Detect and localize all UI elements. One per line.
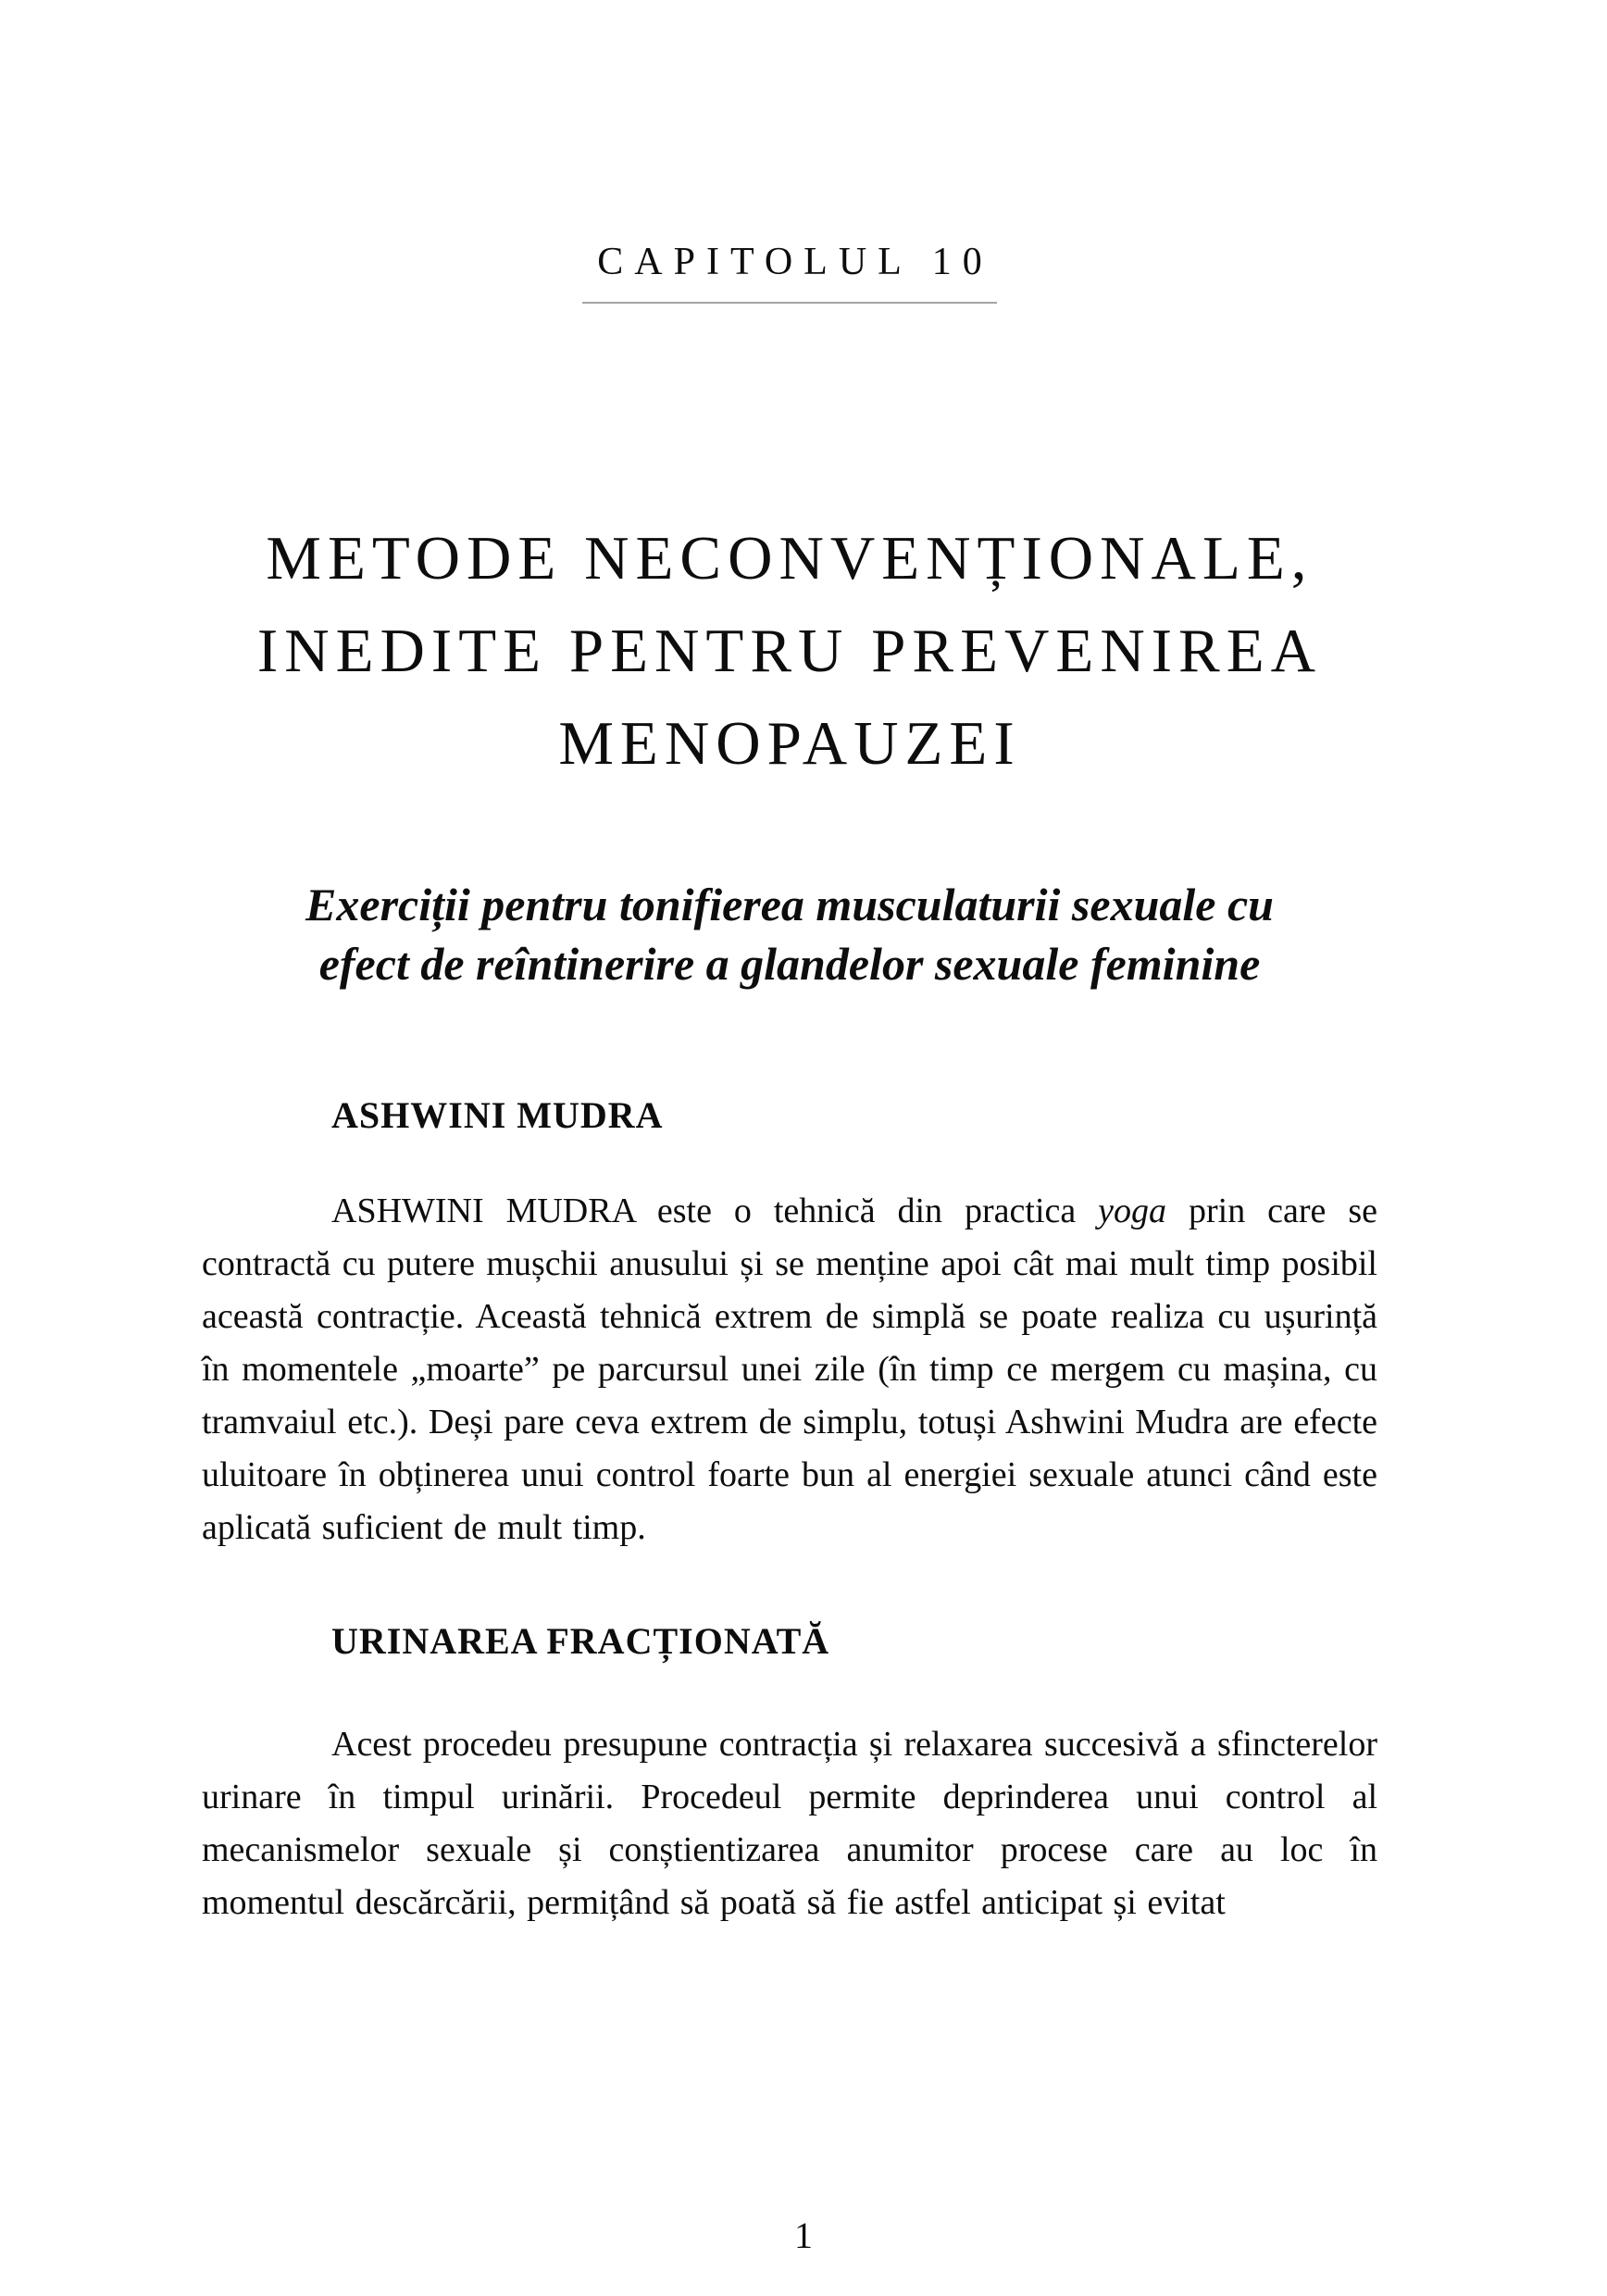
title-line-3: MENOPAUZEI — [558, 709, 1021, 778]
chapter-label: CAPITOLUL 10 — [582, 239, 997, 304]
title-line-1: METODE NECONVENȚIONALE, — [266, 524, 1314, 593]
section-urinarea-fractionata — [202, 1618, 1377, 1929]
section-heading-urinarea-fractionata: URINAREA FRACȚIONATĂ — [331, 1620, 830, 1662]
paragraph-urinarea-fractionata: Acest procedeu presupune contracția și relaxarea succesivă a sfincterelor urinare în timpul urinării. Procedeul permite deprinderea unui control al mecanismelor sexuale și conștientizarea anumitor procese care au loc în momentul descărcării, permițând să poată să fie astfel anticipat și evitat — [202, 1725, 1377, 1922]
italic-term-yoga: yoga — [1098, 1192, 1167, 1230]
section-ashwini-mudra — [202, 1092, 1377, 1554]
section-heading-ashwini-mudra: ASHWINI MUDRA — [331, 1094, 664, 1136]
paragraph-text-before-italic: ASHWINI MUDRA este o tehnică din practica — [331, 1192, 1099, 1230]
subtitle-line-1: Exerciții pentru tonifierea musculaturii sexuale cu — [305, 879, 1274, 930]
paragraph-text-after-italic: prin care se contractă cu putere mușchii anusului și se menține apoi cât mai mult timp posibil această contracție. Această tehnică extrem de simplă se poate realiza cu ușurință în momentele „moarte” pe parcursul unei zile (în timp ce mergem cu mașina, cu tramvaiul etc.). Deși pare ceva extrem de simplu, totuși Ashwini Mudra are efecte uluitoare în obținerea unui control foarte bun al energiei sexuale atunci când este aplicată suficient de mult timp. — [202, 1192, 1377, 1547]
chapter-heading-row — [202, 239, 1377, 304]
page-subtitle — [202, 875, 1377, 993]
page-title — [202, 512, 1377, 790]
title-line-2: INEDITE PENTRU PREVENIREA — [256, 617, 1323, 685]
paragraph-ashwini-mudra — [202, 1185, 1377, 1554]
subtitle-line-2: efect de reîntinerire a glandelor sexuale feminine — [318, 938, 1261, 990]
page-number: 1 — [794, 2215, 813, 2256]
